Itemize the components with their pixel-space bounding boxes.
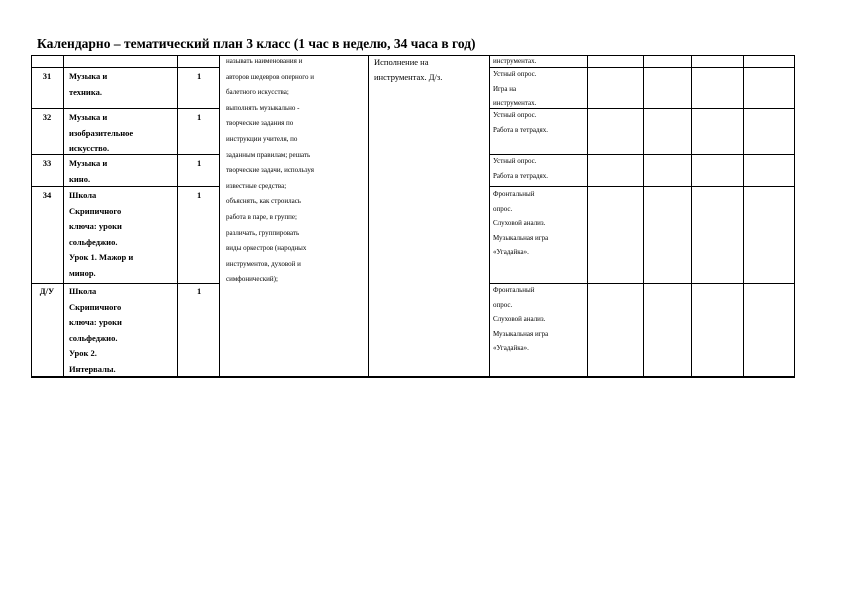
- column-divider: [219, 56, 220, 378]
- control-tail: инструментах.: [493, 57, 537, 65]
- lesson-number: Д/У: [39, 286, 55, 296]
- column-divider: [489, 56, 490, 378]
- lesson-topic: Музыка и техника.: [69, 71, 108, 97]
- lesson-plan-table: [31, 55, 795, 378]
- page-title: Календарно – тематический план 3 класс (1 час в неделю, 34 часа в год): [37, 36, 476, 51]
- lesson-topic: Школа Скрипичного ключа: уроки сольфеджио. Урок 2. Интервалы.: [69, 286, 122, 374]
- control-form: Устный опрос. Работа в тетрадях.: [493, 111, 548, 134]
- lesson-hours: 1: [197, 158, 202, 168]
- row-divider: [31, 67, 219, 68]
- column-divider: [643, 56, 644, 378]
- lesson-number: 34: [42, 190, 52, 200]
- table-bottom-border: [31, 376, 795, 378]
- column-divider: [63, 56, 64, 378]
- lesson-topic: Музыка и кино.: [69, 158, 108, 184]
- row-divider: [31, 108, 219, 109]
- lesson-hours: 1: [197, 190, 202, 200]
- lesson-topic: Школа Скрипичного ключа: уроки сольфеджио. Урок 1. Мажор и минор.: [69, 190, 134, 278]
- column-divider: [368, 56, 369, 378]
- row-divider: [31, 186, 219, 187]
- control-form: Фронтальный опрос. Слуховой анализ. Музыкальная игра «Угадайка».: [493, 286, 549, 353]
- lesson-topic: Музыка и изобразительное искусство.: [69, 112, 134, 153]
- column-divider: [177, 56, 178, 378]
- column-divider: [743, 56, 744, 378]
- lesson-hours: 1: [197, 112, 202, 122]
- lesson-number: 32: [42, 112, 52, 122]
- control-form: Фронтальный опрос. Слуховой анализ. Музыкальная игра «Угадайка».: [493, 190, 549, 257]
- column-divider: [31, 56, 32, 378]
- student-activities: называть наименования и авторов шедевров оперного и балетного искусства; выполнять музыкально - творческие задания по инструкции учителя, по заданным правилам; решать творческие задачи, используя известные средства; объяснять, как строилась работа в паре, в группе; различать, группировать виды оркестров (народных инструментов, духовой и симфонический);: [226, 57, 314, 284]
- column-divider: [794, 56, 795, 378]
- homework: Исполнение на инструментах. Д/з.: [374, 57, 443, 82]
- control-form: Устный опрос. Игра на инструментах.: [493, 70, 537, 108]
- control-form: Устный опрос. Работа в тетрадях.: [493, 157, 548, 180]
- column-divider: [587, 56, 588, 378]
- lesson-number: 33: [42, 158, 52, 168]
- column-divider: [691, 56, 692, 378]
- lesson-hours: 1: [197, 71, 202, 81]
- lesson-hours: 1: [197, 286, 202, 296]
- lesson-number: 31: [42, 71, 52, 81]
